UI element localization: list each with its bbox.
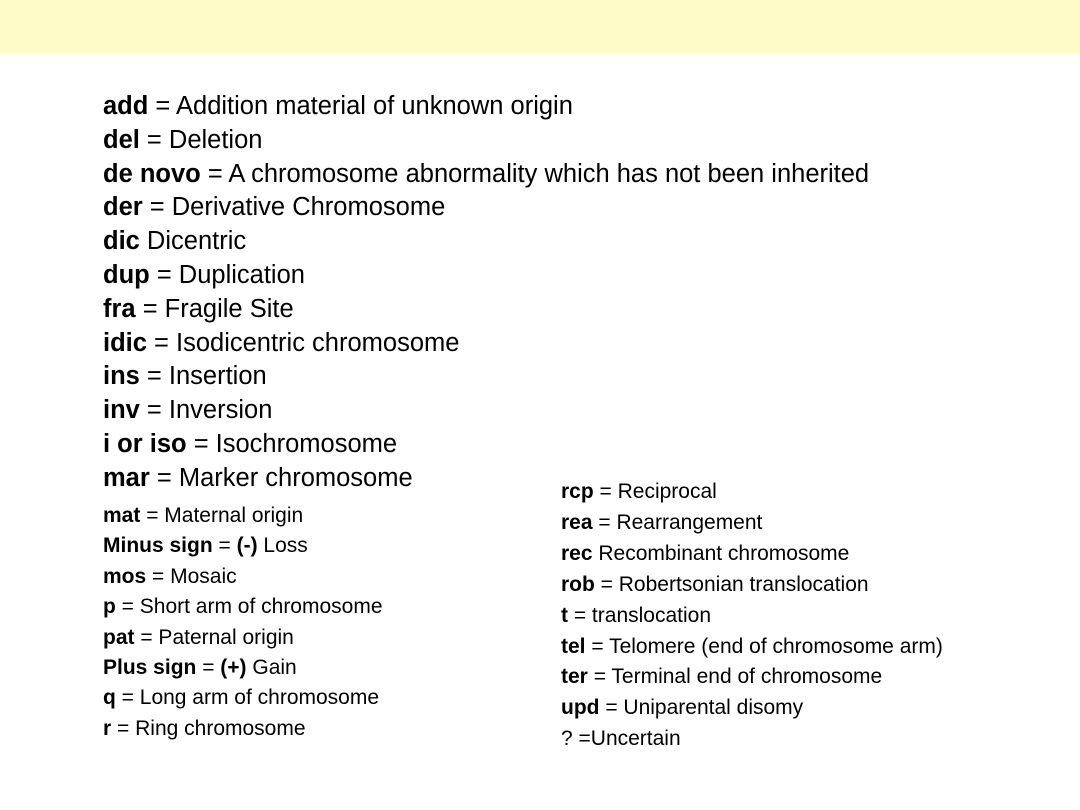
glossary-item-q [103,683,383,713]
glossary-definition: = Isochromosome [186,429,398,458]
glossary-definition: = Telomere (end of chromosome arm) [585,634,943,658]
glossary-item-ter [561,662,943,693]
glossary-definition-tail: Gain [246,656,297,680]
glossary-definition: ? =Uncertain [561,727,681,751]
glossary-item-rcp [561,477,943,508]
glossary-term: Plus sign [103,656,197,680]
glossary-definition: = Short arm of chromosome [115,595,383,619]
glossary-definition: = Isodicentric chromosome [146,328,460,357]
glossary-item-mos [103,562,383,592]
glossary-item-dic [103,225,869,259]
glossary-term: rob [561,572,595,596]
glossary-definition: = Long arm of chromosome [115,686,380,710]
glossary-term: ins [103,362,140,391]
glossary-item-iso [103,428,869,462]
glossary-item-mat [103,501,383,531]
glossary-term: de novo [103,159,201,188]
glossary-definition: = Deletion [139,125,263,154]
glossary-term: dup [103,260,150,289]
glossary-term: add [103,92,149,120]
glossary-term: upd [561,696,600,720]
glossary-definition: = Inversion [139,396,273,425]
glossary-item-plus-sign [103,653,383,683]
glossary-item-ins [103,360,869,394]
glossary-term: dic [103,227,140,256]
glossary-definition: = Fragile Site [135,294,294,323]
glossary-item-minus-sign [103,531,383,561]
glossary-term: mos [103,564,147,588]
glossary-item-add [103,90,869,124]
glossary-item-rec [561,539,943,570]
glossary-item-uncertain [561,724,943,755]
glossary-item-der [103,191,869,225]
glossary-term: fra [103,294,136,323]
glossary-term: der [103,193,143,222]
glossary-definition: = A chromosome abnormality which has not been inherited [200,159,870,188]
glossary-term: q [103,686,116,710]
glossary-item-upd [561,693,943,724]
glossary-list-small-right [561,477,943,755]
glossary-symbol: (-) [236,534,258,558]
glossary-term: idic [103,328,147,357]
glossary-term: tel [561,634,586,658]
glossary-term: mar [103,463,150,492]
glossary-list-large [103,90,869,496]
glossary-definition: = Mosaic [146,564,237,588]
glossary-item-inv [103,394,869,428]
glossary-definition: = Addition material of unknown origin [148,92,573,120]
glossary-term: del [103,125,140,154]
glossary-item-dup [103,259,869,293]
glossary-item-p [103,592,383,622]
header-band [0,0,1080,53]
glossary-list-small-left [103,501,383,744]
glossary-definition: Recombinant chromosome [592,541,850,565]
glossary-term: pat [103,625,135,649]
glossary-term: inv [103,396,140,425]
glossary-definition: = Maternal origin [140,504,304,527]
glossary-item-rob [561,570,943,601]
glossary-item-rea [561,508,943,539]
glossary-term: Minus sign [103,534,213,558]
glossary-term: i or iso [103,429,187,458]
glossary-term: rec [561,541,593,565]
glossary-definition: = Robertsonian translocation [594,572,869,596]
glossary-definition: = [196,656,221,680]
glossary-symbol: (+) [220,656,247,680]
glossary-definition: = Insertion [139,362,267,391]
glossary-definition: = Paternal origin [134,625,294,649]
glossary-item-fra [103,293,869,327]
glossary-definition: = Duplication [149,260,305,289]
glossary-item-tel [561,632,943,663]
glossary-term: rcp [561,480,594,503]
glossary-definition: = Ring chromosome [111,716,306,740]
glossary-definition: = Derivative Chromosome [142,193,446,222]
glossary-term: rea [561,510,593,534]
glossary-definition-tail: Loss [257,534,308,558]
glossary-term: p [103,595,116,619]
glossary-definition: Dicentric [139,227,247,256]
glossary-item-de-novo [103,158,869,192]
glossary-term: mat [103,504,141,527]
glossary-definition: = Marker chromosome [149,463,413,492]
glossary-item-pat [103,623,383,653]
glossary-item-r [103,714,383,744]
glossary-item-idic [103,327,869,361]
glossary-term: t [561,603,568,627]
glossary-definition: = Terminal end of chromosome [587,665,883,689]
glossary-definition: = [212,534,237,558]
glossary-definition: = Rearrangement [592,510,763,534]
glossary-term: ter [561,665,588,689]
glossary-definition: = Uniparental disomy [599,696,804,720]
glossary-definition: = translocation [568,603,712,627]
glossary-term: r [103,716,112,740]
glossary-item-t [561,601,943,632]
glossary-definition: = Reciprocal [593,480,717,503]
glossary-item-del [103,124,869,158]
